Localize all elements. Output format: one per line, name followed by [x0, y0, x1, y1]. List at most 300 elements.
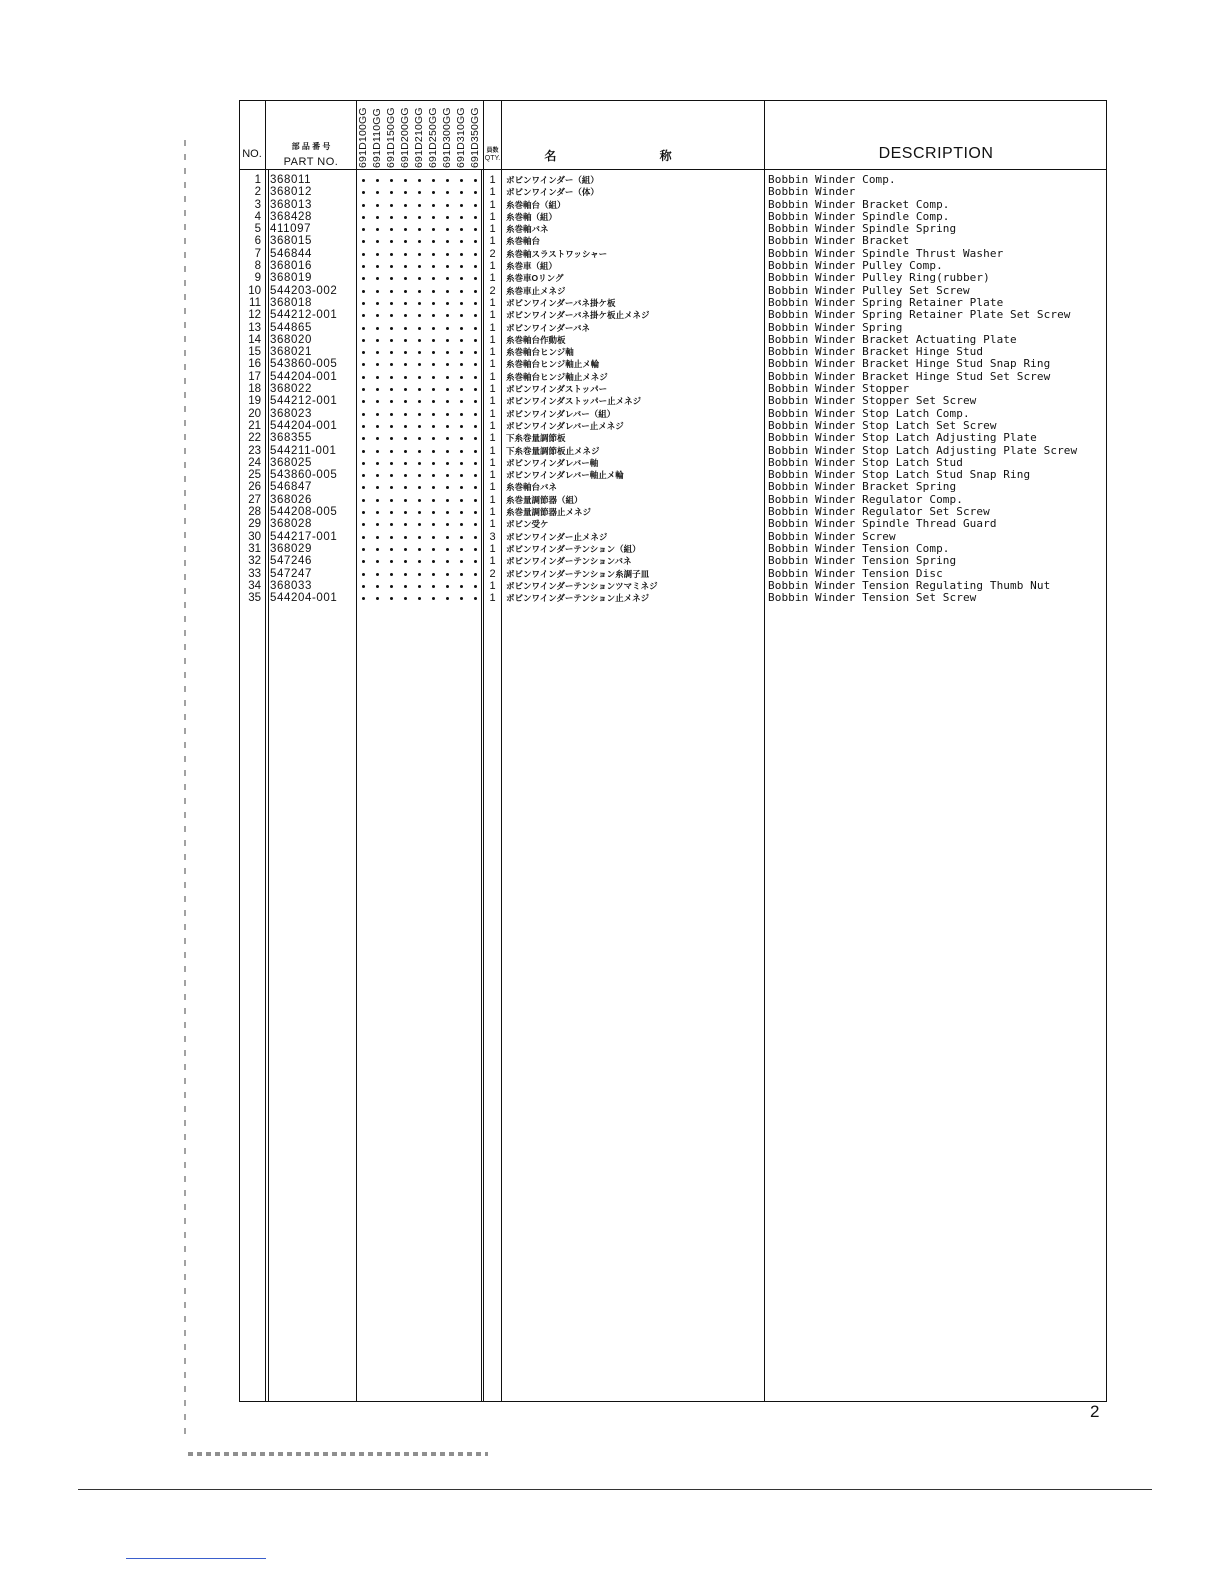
row-number: 16 — [248, 358, 261, 371]
applicability-dot — [362, 462, 365, 465]
applicability-dot — [418, 413, 421, 416]
applicability-dot — [390, 228, 393, 231]
applicability-dot — [474, 437, 477, 440]
part-description: Bobbin Winder Pulley Ring(rubber) — [768, 272, 990, 285]
applicability-dot — [474, 450, 477, 453]
part-name-jp: ボビンワインダーバネ — [506, 322, 590, 333]
table-row — [0, 248, 1224, 260]
part-number: 368015 — [270, 235, 312, 248]
quantity: 1 — [489, 333, 496, 346]
row-number: 34 — [248, 579, 261, 592]
applicability-dot — [446, 363, 449, 366]
applicability-dot — [376, 228, 379, 231]
applicability-dot — [432, 523, 435, 526]
part-name-jp: 糸巻車（組） — [506, 261, 558, 272]
part-description: Bobbin Winder Tension Comp. — [768, 542, 950, 555]
applicability-dot — [376, 474, 379, 477]
header-model-691D310GG: 691D310GG — [455, 107, 467, 168]
part-name-jp: 糸巻車Oリング — [506, 273, 564, 284]
row-number: 31 — [248, 542, 261, 555]
part-description: Bobbin Winder Regulator Comp. — [768, 493, 963, 506]
part-description: Bobbin Winder Tension Disc — [768, 567, 943, 580]
applicability-dot — [446, 560, 449, 563]
applicability-dot — [376, 437, 379, 440]
model-applicability-marks — [357, 555, 483, 567]
applicability-dot — [446, 302, 449, 305]
table-row — [0, 592, 1224, 604]
applicability-dot — [446, 573, 449, 576]
applicability-dot — [404, 191, 407, 194]
row-number: 24 — [248, 456, 261, 469]
applicability-dot — [390, 523, 393, 526]
part-number: 544204-001 — [270, 370, 338, 383]
quantity: 2 — [489, 284, 496, 297]
applicability-dot — [362, 240, 365, 243]
header-model-691D100GG: 691D100GG — [357, 107, 369, 168]
applicability-dot — [404, 560, 407, 563]
applicability-dot — [390, 204, 393, 207]
applicability-dot — [418, 486, 421, 489]
header-rule — [239, 169, 1107, 170]
applicability-dot — [390, 400, 393, 403]
quantity: 1 — [489, 186, 496, 199]
table-row — [0, 457, 1224, 469]
applicability-dot — [460, 511, 463, 514]
applicability-dot — [474, 179, 477, 182]
applicability-dot — [390, 253, 393, 256]
applicability-dot — [418, 474, 421, 477]
model-applicability-marks — [357, 445, 483, 457]
part-description: Bobbin Winder Stopper — [768, 383, 910, 396]
applicability-dot — [376, 277, 379, 280]
table-row — [0, 346, 1224, 358]
quantity: 1 — [489, 407, 496, 420]
model-applicability-marks — [357, 494, 483, 506]
model-applicability-marks — [357, 371, 483, 383]
part-name-jp: 糸巻量調節器（組） — [506, 494, 583, 505]
parts-rows — [0, 174, 1224, 604]
table-row — [0, 555, 1224, 567]
row-number: 12 — [248, 309, 261, 322]
applicability-dot — [376, 179, 379, 182]
quantity: 1 — [489, 481, 496, 494]
applicability-dot — [376, 388, 379, 391]
model-applicability-marks — [357, 322, 483, 334]
applicability-dot — [390, 240, 393, 243]
part-name-jp: 糸巻軸台バネ — [506, 482, 558, 493]
quantity: 1 — [489, 579, 496, 592]
quantity: 1 — [489, 272, 496, 285]
applicability-dot — [474, 314, 477, 317]
applicability-dot — [446, 376, 449, 379]
quantity: 2 — [489, 567, 496, 580]
applicability-dot — [376, 191, 379, 194]
applicability-dot — [418, 327, 421, 330]
applicability-dot — [362, 499, 365, 502]
applicability-dot — [460, 179, 463, 182]
applicability-dot — [460, 290, 463, 293]
part-description: Bobbin Winder Spindle Comp. — [768, 210, 950, 223]
model-applicability-marks — [357, 408, 483, 420]
part-description: Bobbin Winder Bracket Hinge Stud — [768, 346, 984, 359]
applicability-dot — [418, 351, 421, 354]
applicability-dot — [418, 314, 421, 317]
part-name-jp: ボビンワインダー（組） — [506, 175, 599, 185]
quantity: 1 — [489, 592, 496, 605]
part-description: Bobbin Winder Spindle Thrust Washer — [768, 247, 1004, 260]
applicability-dot — [376, 327, 379, 330]
part-number: 368025 — [270, 456, 312, 469]
applicability-dot — [404, 499, 407, 502]
applicability-dot — [446, 388, 449, 391]
quantity: 1 — [489, 198, 496, 211]
applicability-dot — [376, 265, 379, 268]
applicability-dot — [404, 597, 407, 600]
header-qty: QTY. — [484, 155, 501, 162]
applicability-dot — [432, 253, 435, 256]
row-number: 28 — [248, 506, 261, 519]
quantity: 1 — [489, 542, 496, 555]
row-number: 27 — [248, 493, 261, 506]
row-number: 10 — [248, 284, 261, 297]
part-number: 544203-002 — [270, 284, 338, 297]
applicability-dot — [376, 302, 379, 305]
part-number: 368033 — [270, 579, 312, 592]
part-description: Bobbin Winder Bracket Comp. — [768, 198, 950, 211]
header-model-691D350GG: 691D350GG — [469, 107, 481, 168]
table-row — [0, 506, 1224, 518]
quantity: 1 — [489, 235, 496, 248]
part-description: Bobbin Winder Spring Retainer Plate Set Screw — [768, 309, 1071, 322]
part-name-jp: 糸巻軸スラストワッシャー — [506, 248, 608, 259]
applicability-dot — [404, 388, 407, 391]
applicability-dot — [362, 425, 365, 428]
applicability-dot — [418, 462, 421, 465]
applicability-dot — [376, 511, 379, 514]
applicability-dot — [474, 536, 477, 539]
applicability-dot — [418, 240, 421, 243]
applicability-dot — [404, 351, 407, 354]
page-number: 2 — [1090, 1402, 1100, 1421]
applicability-dot — [432, 216, 435, 219]
applicability-dot — [446, 351, 449, 354]
applicability-dot — [362, 265, 365, 268]
row-number: 5 — [254, 223, 261, 236]
part-number: 543860-005 — [270, 358, 338, 371]
applicability-dot — [418, 302, 421, 305]
header-model-691D150GG: 691D150GG — [385, 107, 397, 168]
part-number: 546844 — [270, 247, 312, 260]
applicability-dot — [446, 327, 449, 330]
applicability-dot — [390, 573, 393, 576]
applicability-dot — [460, 240, 463, 243]
applicability-dot — [474, 302, 477, 305]
applicability-dot — [460, 437, 463, 440]
applicability-dot — [432, 240, 435, 243]
applicability-dot — [474, 523, 477, 526]
applicability-dot — [390, 339, 393, 342]
applicability-dot — [418, 179, 421, 182]
quantity: 1 — [489, 346, 496, 359]
table-row — [0, 322, 1224, 334]
applicability-dot — [418, 290, 421, 293]
part-number: 544212-001 — [270, 395, 338, 408]
part-description: Bobbin Winder Tension Spring — [768, 555, 957, 568]
applicability-dot — [404, 277, 407, 280]
applicability-dot — [474, 585, 477, 588]
row-number: 6 — [254, 235, 261, 248]
header-name-jp: 名 称 — [544, 149, 722, 163]
applicability-dot — [432, 400, 435, 403]
applicability-dot — [460, 573, 463, 576]
table-row — [0, 445, 1224, 457]
applicability-dot — [404, 585, 407, 588]
model-applicability-marks — [357, 592, 483, 604]
applicability-dot — [376, 486, 379, 489]
part-number: 368012 — [270, 186, 312, 199]
applicability-dot — [418, 585, 421, 588]
applicability-dot — [446, 314, 449, 317]
applicability-dot — [418, 191, 421, 194]
applicability-dot — [460, 327, 463, 330]
part-description: Bobbin Winder Stop Latch Adjusting Plate — [768, 432, 1037, 445]
applicability-dot — [376, 585, 379, 588]
applicability-dot — [376, 499, 379, 502]
applicability-dot — [446, 228, 449, 231]
part-number: 546847 — [270, 481, 312, 494]
applicability-dot — [432, 474, 435, 477]
row-number: 14 — [248, 333, 261, 346]
part-name-jp: 糸巻車止メネジ — [506, 285, 566, 296]
applicability-dot — [404, 265, 407, 268]
part-number: 368026 — [270, 493, 312, 506]
part-name-jp: ボビンワインダー止メネジ — [506, 531, 608, 542]
blue-rule — [126, 1558, 266, 1559]
applicability-dot — [390, 327, 393, 330]
applicability-dot — [390, 548, 393, 551]
part-description: Bobbin Winder Pulley Comp. — [768, 260, 943, 273]
applicability-dot — [404, 425, 407, 428]
quantity: 1 — [489, 383, 496, 396]
applicability-dot — [362, 216, 365, 219]
applicability-dot — [460, 536, 463, 539]
table-row — [0, 334, 1224, 346]
applicability-dot — [362, 548, 365, 551]
applicability-dot — [404, 462, 407, 465]
part-description: Bobbin Winder — [768, 186, 856, 199]
table-row — [0, 383, 1224, 395]
row-number: 2 — [254, 186, 261, 199]
model-applicability-marks — [357, 186, 483, 198]
applicability-dot — [404, 179, 407, 182]
part-description: Bobbin Winder Bracket Spring — [768, 481, 957, 494]
model-applicability-marks — [357, 272, 483, 284]
quantity: 1 — [489, 518, 496, 531]
part-number: 368428 — [270, 210, 312, 223]
part-name-jp: ボビンワインダーバネ掛ケ板止メネジ — [506, 310, 650, 321]
applicability-dot — [446, 499, 449, 502]
row-number: 19 — [248, 395, 261, 408]
row-number: 9 — [254, 272, 261, 285]
applicability-dot — [390, 265, 393, 268]
part-description: Bobbin Winder Tension Set Screw — [768, 592, 977, 605]
applicability-dot — [432, 290, 435, 293]
quantity: 1 — [489, 432, 496, 445]
applicability-dot — [362, 597, 365, 600]
part-name-jp: ボビン受ケ — [506, 519, 549, 530]
applicability-dot — [376, 216, 379, 219]
applicability-dot — [376, 253, 379, 256]
applicability-dot — [362, 204, 365, 207]
row-number: 23 — [248, 444, 261, 457]
applicability-dot — [474, 425, 477, 428]
applicability-dot — [376, 462, 379, 465]
applicability-dot — [404, 523, 407, 526]
applicability-dot — [460, 277, 463, 280]
part-name-jp: ボビンワインダレバー止メネジ — [506, 420, 624, 431]
applicability-dot — [390, 462, 393, 465]
part-number: 547247 — [270, 567, 312, 580]
applicability-dot — [390, 376, 393, 379]
quantity: 1 — [489, 555, 496, 568]
model-applicability-marks — [357, 395, 483, 407]
applicability-dot — [432, 277, 435, 280]
applicability-dot — [390, 560, 393, 563]
applicability-dot — [432, 376, 435, 379]
part-number: 411097 — [270, 223, 312, 236]
header-model-691D250GG: 691D250GG — [427, 107, 439, 168]
model-applicability-marks — [357, 285, 483, 297]
applicability-dot — [460, 474, 463, 477]
row-number: 1 — [254, 174, 261, 186]
applicability-dot — [362, 277, 365, 280]
applicability-dot — [390, 425, 393, 428]
table-row — [0, 494, 1224, 506]
part-name-jp: 糸巻軸台（組） — [506, 199, 566, 210]
applicability-dot — [432, 363, 435, 366]
applicability-dot — [446, 179, 449, 182]
applicability-dot — [432, 450, 435, 453]
applicability-dot — [418, 204, 421, 207]
row-number: 17 — [248, 370, 261, 383]
applicability-dot — [446, 265, 449, 268]
applicability-dot — [432, 327, 435, 330]
applicability-dot — [460, 339, 463, 342]
model-applicability-marks — [357, 531, 483, 543]
applicability-dot — [362, 290, 365, 293]
header-model-691D200GG: 691D200GG — [399, 107, 411, 168]
part-description: Bobbin Winder Spindle Spring — [768, 223, 957, 236]
applicability-dot — [376, 290, 379, 293]
table-row — [0, 432, 1224, 444]
applicability-dot — [404, 204, 407, 207]
applicability-dot — [362, 585, 365, 588]
applicability-dot — [362, 400, 365, 403]
part-number: 368020 — [270, 333, 312, 346]
part-description: Bobbin Winder Bracket — [768, 235, 910, 248]
applicability-dot — [474, 400, 477, 403]
applicability-dot — [362, 388, 365, 391]
applicability-dot — [474, 204, 477, 207]
table-row — [0, 272, 1224, 284]
applicability-dot — [418, 228, 421, 231]
applicability-dot — [404, 573, 407, 576]
table-row — [0, 531, 1224, 543]
applicability-dot — [418, 523, 421, 526]
applicability-dot — [362, 523, 365, 526]
applicability-dot — [474, 191, 477, 194]
applicability-dot — [362, 351, 365, 354]
applicability-dot — [390, 191, 393, 194]
applicability-dot — [460, 523, 463, 526]
applicability-dot — [362, 302, 365, 305]
applicability-dot — [446, 523, 449, 526]
applicability-dot — [474, 511, 477, 514]
applicability-dot — [474, 388, 477, 391]
applicability-dot — [404, 486, 407, 489]
applicability-dot — [446, 216, 449, 219]
part-description: Bobbin Winder Spring Retainer Plate — [768, 296, 1004, 309]
row-number: 11 — [249, 296, 261, 309]
part-description: Bobbin Winder Stop Latch Adjusting Plate Screw — [768, 444, 1078, 457]
applicability-dot — [432, 536, 435, 539]
part-description: Bobbin Winder Pulley Set Screw — [768, 284, 970, 297]
applicability-dot — [362, 339, 365, 342]
model-applicability-marks — [357, 457, 483, 469]
applicability-dot — [390, 277, 393, 280]
applicability-dot — [404, 228, 407, 231]
applicability-dot — [460, 400, 463, 403]
quantity: 2 — [489, 247, 496, 260]
part-number: 544217-001 — [270, 530, 338, 543]
applicability-dot — [460, 548, 463, 551]
applicability-dot — [460, 462, 463, 465]
applicability-dot — [362, 228, 365, 231]
applicability-dot — [474, 413, 477, 416]
applicability-dot — [432, 413, 435, 416]
quantity: 1 — [489, 358, 496, 371]
applicability-dot — [474, 597, 477, 600]
applicability-dot — [418, 253, 421, 256]
part-name-jp: 糸巻軸バネ — [506, 224, 549, 235]
applicability-dot — [404, 437, 407, 440]
part-description: Bobbin Winder Tension Regulating Thumb Nut — [768, 579, 1051, 592]
applicability-dot — [376, 314, 379, 317]
applicability-dot — [418, 216, 421, 219]
table-row — [0, 285, 1224, 297]
quantity: 1 — [489, 444, 496, 457]
applicability-dot — [376, 597, 379, 600]
applicability-dot — [446, 548, 449, 551]
part-name-jp: 糸巻量調節器止メネジ — [506, 507, 592, 518]
applicability-dot — [432, 486, 435, 489]
row-number: 18 — [248, 383, 261, 396]
row-number: 26 — [248, 481, 261, 494]
applicability-dot — [474, 339, 477, 342]
part-number: 543860-005 — [270, 469, 338, 482]
model-applicability-marks — [357, 223, 483, 235]
part-name-jp: ボビンワインダーテンションツマミネジ — [506, 580, 658, 591]
header-no: NO. — [242, 148, 262, 160]
part-description: Bobbin Winder Stop Latch Comp. — [768, 407, 970, 420]
applicability-dot — [474, 548, 477, 551]
applicability-dot — [390, 290, 393, 293]
applicability-dot — [460, 425, 463, 428]
applicability-dot — [404, 302, 407, 305]
applicability-dot — [432, 204, 435, 207]
applicability-dot — [404, 474, 407, 477]
applicability-dot — [446, 290, 449, 293]
